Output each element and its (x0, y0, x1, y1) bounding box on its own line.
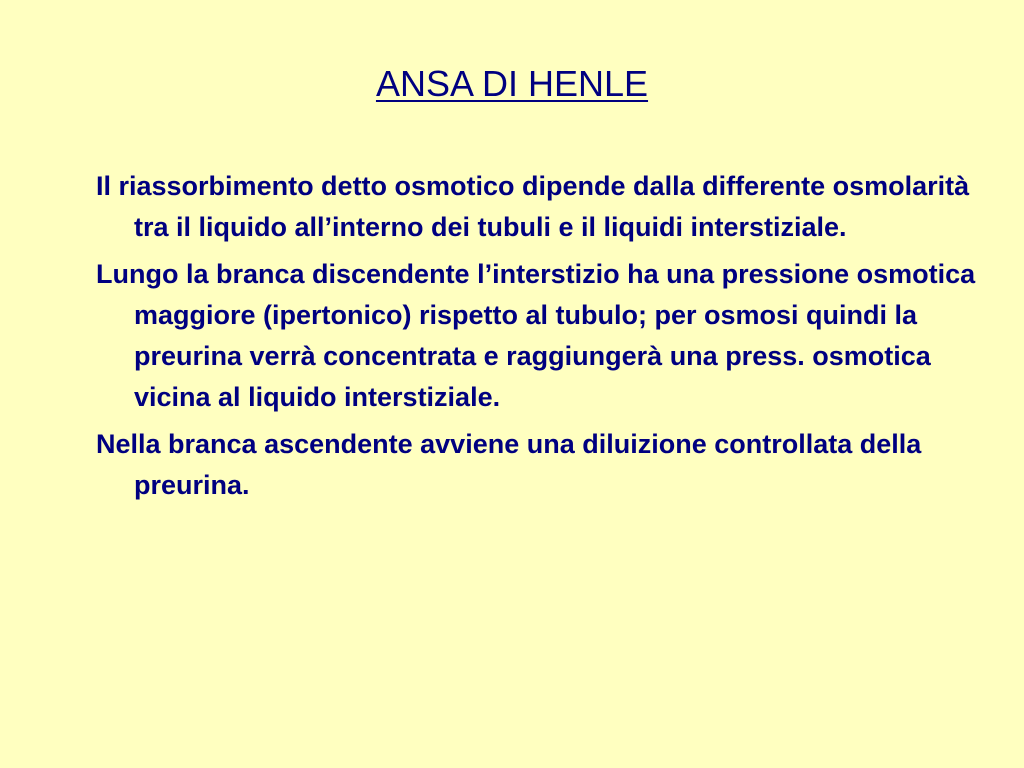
paragraph-osmotic-reabsorption: Il riassorbimento detto osmotico dipende dalla differente osmolarità tra il liquido all’interno dei tubuli e il liquidi interstiziale. (96, 171, 970, 242)
slide-body (96, 166, 976, 512)
slide-title-text: ANSA DI HENLE (375, 63, 649, 104)
paragraph-ascending-branch: Nella branca ascendente avviene una diluizione controllata della preurina. (96, 429, 922, 500)
slide-title (0, 60, 1024, 108)
paragraph-descending-branch: Lungo la branca discendente l’interstizio ha una pressione osmotica maggiore (ipertonico) rispetto al tubulo; per osmosi quindi la preurina verrà concentrata e raggiungerà una press. osmotica vicina al liquido interstiziale. (96, 259, 976, 412)
